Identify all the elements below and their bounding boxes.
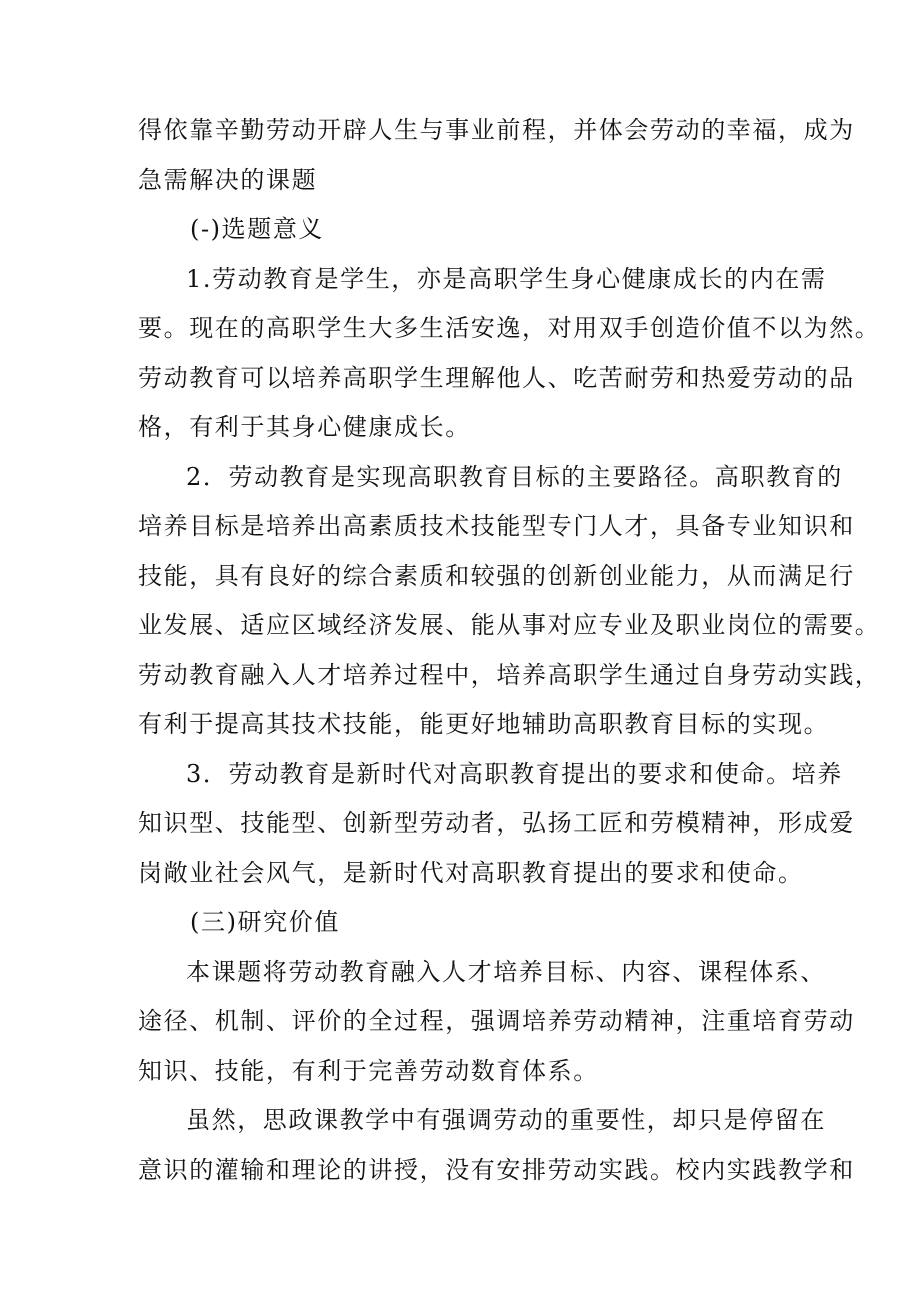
paragraph-line: 3．劳动教育是新时代对高职教育提出的要求和使命。培养 xyxy=(186,759,843,788)
paragraph-line: 得依靠辛勤劳动开辟人生与事业前程，并体会劳动的幸福，成为 xyxy=(138,116,855,144)
section-heading: (-)选题意义 xyxy=(190,215,325,243)
paragraph-line: 要。现在的高职学生大多生活安逸，对用双手创造价值不以为然。 xyxy=(138,314,881,342)
paragraph-line: 本课题将劳动教育融入人才培养目标、内容、课程体系、 xyxy=(186,957,826,986)
paragraph-line: 技能，具有良好的综合素质和较强的创新创业能力，从而满足行 xyxy=(138,561,855,590)
paragraph-line: 2．劳动教育是实现高职教育目标的主要路径。高职教育的 xyxy=(186,462,843,491)
paragraph-line: 有利于提高其技术技能，能更好地辅助高职教育目标的实现。 xyxy=(138,710,830,738)
paragraph-line: 知识型、技能型、创新型劳动者，弘扬工匠和劳模精神，形成爱 xyxy=(138,809,855,837)
paragraph-line: 劳动教育融入人才培养过程中，培养高职学生通过自身劳动实践， xyxy=(138,660,881,689)
paragraph-line: 格，有利于其身心健康成长。 xyxy=(138,413,471,441)
paragraph-line: 急需解决的课题 xyxy=(138,165,318,194)
paragraph-line: 岗敞业社会风气，是新时代对高职教育提出的要求和使命。 xyxy=(138,858,804,887)
paragraph-line: 知识、技能，有利于完善劳动数育体系。 xyxy=(138,1056,599,1085)
paragraph-line: 业发展、适应区域经济发展、能从事对应专业及职业岗位的需要。 xyxy=(138,611,881,639)
paragraph-line: 虽然，思政课教学中有强调劳动的重要性，却只是停留在 xyxy=(186,1106,826,1134)
paragraph-line: 意识的灌输和理论的讲授，没有安排劳动实践。校内实践教学和 xyxy=(138,1155,855,1184)
document-body xyxy=(138,106,881,1195)
paragraph-line: 途径、机制、评价的全过程，强调培养劳动精神，注重培育劳动 xyxy=(138,1007,855,1035)
paragraph-line: 劳动教育可以培养高职学生理解他人、吃苦耐劳和热爱劳动的品 xyxy=(138,363,855,392)
paragraph-line: 1.劳动教育是学生，亦是高职学生身心健康成长的内在需 xyxy=(186,264,827,293)
section-heading: (三)研究价值 xyxy=(190,908,340,936)
paragraph-line: 培养目标是培养出高素质技术技能型专门人才，具备专业知识和 xyxy=(138,512,855,540)
